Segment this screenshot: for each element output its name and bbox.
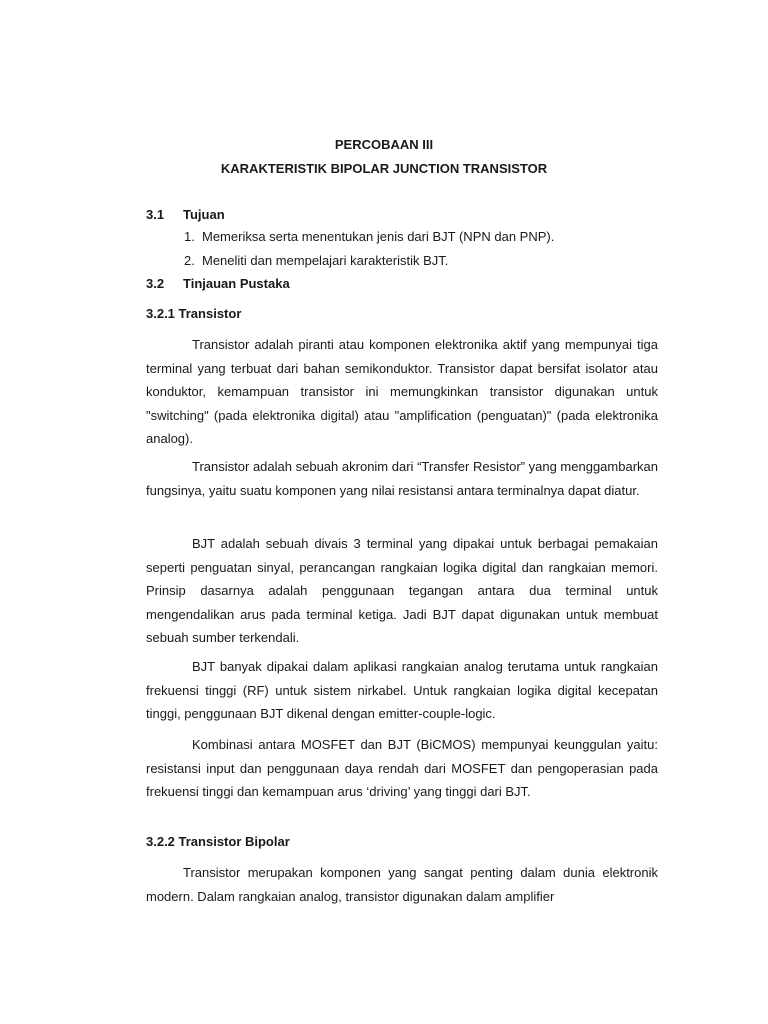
- objective-number: 1.: [184, 229, 195, 244]
- section-number: 3.1: [146, 207, 165, 222]
- objective-item: [184, 229, 554, 244]
- section-heading-tinjauan-pustaka: [146, 276, 290, 291]
- paragraph: Transistor adalah sebuah akronim dari “Transfer Resistor” yang menggambarkan fungsinya, yaitu suatu komponen yang nilai resistansi antara terminalnya dapat diatur.: [146, 459, 658, 498]
- paragraph: Transistor adalah piranti atau komponen elektronika aktif yang mempunyai tiga terminal yang terbuat dari bahan semikonduktor. Transistor dapat bersifat isolator atau konduktor, kemampuan transistor ini memungkinkan transistor digunakan untuk "switching" (pada elektronika digital) atau "amplification (penguatan)" (pada elektronika analog).: [146, 337, 658, 446]
- section-title: Tinjauan Pustaka: [183, 276, 290, 291]
- paragraph: Kombinasi antara MOSFET dan BJT (BiCMOS) mempunyai keunggulan yaitu: resistansi input dan penggunaan daya rendah dari MOSFET dan pengoperasian pada frekuensi tinggi dan kemampuan arus ‘driving’ yang tinggi dari BJT.: [146, 737, 658, 799]
- document-subtitle: KARAKTERISTIK BIPOLAR JUNCTION TRANSISTOR: [220, 161, 548, 176]
- section-title: Tujuan: [183, 207, 225, 222]
- document-title: PERCOBAAN III: [334, 137, 434, 152]
- objective-number: 2.: [184, 253, 195, 268]
- paragraph: BJT banyak dipakai dalam aplikasi rangkaian analog terutama untuk rangkaian frekuensi tinggi (RF) untuk sistem nirkabel. Untuk rangkaian logika digital kecepatan tinggi, penggunaan BJT dikenal dengan emitter-couple-logic.: [146, 659, 658, 721]
- objective-text: Memeriksa serta menentukan jenis dari BJT (NPN dan PNP).: [202, 229, 555, 244]
- subsection-heading-transistor-bipolar: 3.2.2 Transistor Bipolar: [146, 834, 290, 849]
- section-number: 3.2: [146, 276, 165, 291]
- subsection-heading-transistor: 3.2.1 Transistor: [146, 306, 242, 321]
- paragraph: Transistor merupakan komponen yang sangat penting dalam dunia elektronik modern. Dalam rangkaian analog, transistor digunakan dalam amplifier: [146, 865, 658, 904]
- paragraph: BJT adalah sebuah divais 3 terminal yang dipakai untuk berbagai pemakaian seperti penguatan sinyal, perancangan rangkaian logika digital dan rangkaian memori. Prinsip dasarnya adalah penggunaan tegangan antara dua terminal untuk mengendalikan arus pada terminal ketiga. Jadi BJT dapat digunakan untuk membuat sebuah sumber terkendali.: [146, 536, 658, 645]
- objective-item: [184, 253, 448, 268]
- objective-text: Meneliti dan mempelajari karakteristik BJT.: [202, 253, 449, 268]
- section-heading-tujuan: [146, 207, 225, 222]
